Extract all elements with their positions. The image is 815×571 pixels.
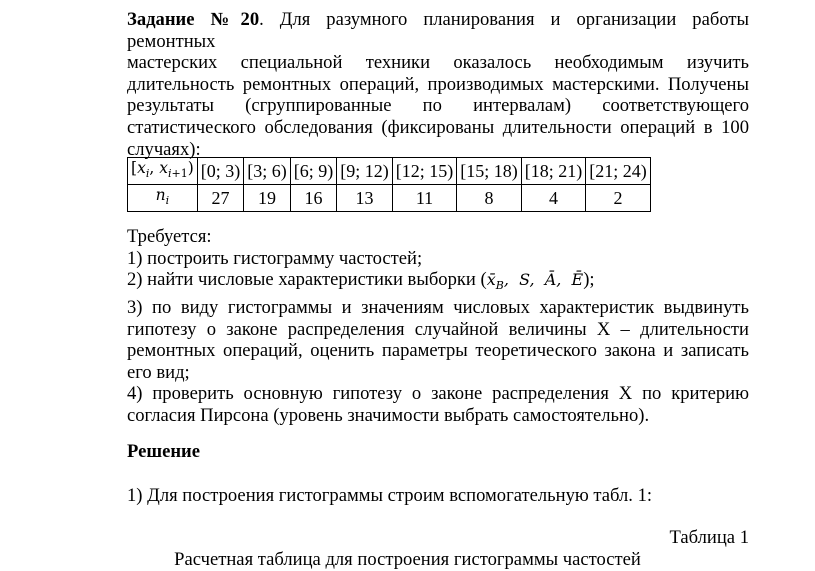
task-line: . Для разумного планирования и организации работы ремонтных [127,9,749,52]
table-row-frequencies [128,185,651,212]
task-line: случаях): [127,138,201,160]
requirement-4-line: согласия Пирсона (уровень значимости выбрать самостоятельно). [127,404,650,426]
task-line: результаты (сгруппированные по интервалам) соответствующего [127,95,749,117]
requirement-3-line: ремонтных операций, оценить параметры теоретического закона и записать [127,340,749,362]
table-row-intervals [128,158,651,185]
frequency-table [127,157,651,212]
requirements-heading: Требуется: [127,226,212,247]
frequency-header-math: $n_i$ [155,186,170,208]
solution-heading: Решение [127,441,200,462]
task-line: мастерских специальной техники оказалось необходимым изучить [127,52,749,74]
interval-header [128,158,198,185]
frequency-cell: 11 [392,185,457,212]
requirement-3-line: гипотезу о законе распределения случайной величины X – длительности [127,318,749,340]
interval-cell: [6; 9) [290,158,337,185]
task-title: Задание №20 [127,9,260,30]
requirements-block [127,226,749,427]
requirement-3-line: 3) по виду гистограммы и значениям числовых характеристик выдвинуть [127,296,749,318]
interval-header-math: [$x_i$, $x_{i+1}$) [131,159,194,181]
requirement-2-post: ); [583,269,595,291]
frequency-cell: 19 [244,185,291,212]
solution-step-1: 1) Для построения гистограммы строим вспомогательную табл. 1: [127,485,653,506]
frequency-cell: 13 [337,185,393,212]
requirement-2-math: $x̄_B$, S, Ā, Ē [486,270,584,293]
frequency-cell: 2 [586,185,651,212]
solution-heading-wrap [127,441,749,463]
table-label: Таблица 1 [669,527,749,548]
interval-cell: [21; 24) [586,158,651,185]
requirement-4-line: 4) проверить основную гипотезу о законе распределения X по критерию [127,383,749,405]
frequency-header [128,185,198,212]
requirement-1: 1) построить гистограмму частостей; [127,247,423,269]
interval-cell: [3; 6) [244,158,291,185]
frequency-cell: 27 [197,185,244,212]
requirement-2-pre: 2) найти числовые характеристики выборки ( [127,269,487,291]
interval-cell: [9; 12) [337,158,393,185]
frequency-cell: 8 [457,185,522,212]
frequency-cell: 4 [521,185,586,212]
task-line: длительность ремонтных операций, производимых мастерскими. Получены [127,73,749,95]
interval-cell: [12; 15) [392,158,457,185]
task-paragraph [127,9,749,160]
frequency-cell: 16 [290,185,337,212]
table-title: Расчетная таблица для построения гистограммы частостей [174,549,641,570]
interval-cell: [18; 21) [521,158,586,185]
interval-cell: [0; 3) [197,158,244,185]
task-line: статистического обследования (фиксированы длительности операций в 100 [127,116,749,138]
interval-cell: [15; 18) [457,158,522,185]
requirement-2 [127,269,749,297]
requirement-3-line: его вид; [127,361,190,383]
